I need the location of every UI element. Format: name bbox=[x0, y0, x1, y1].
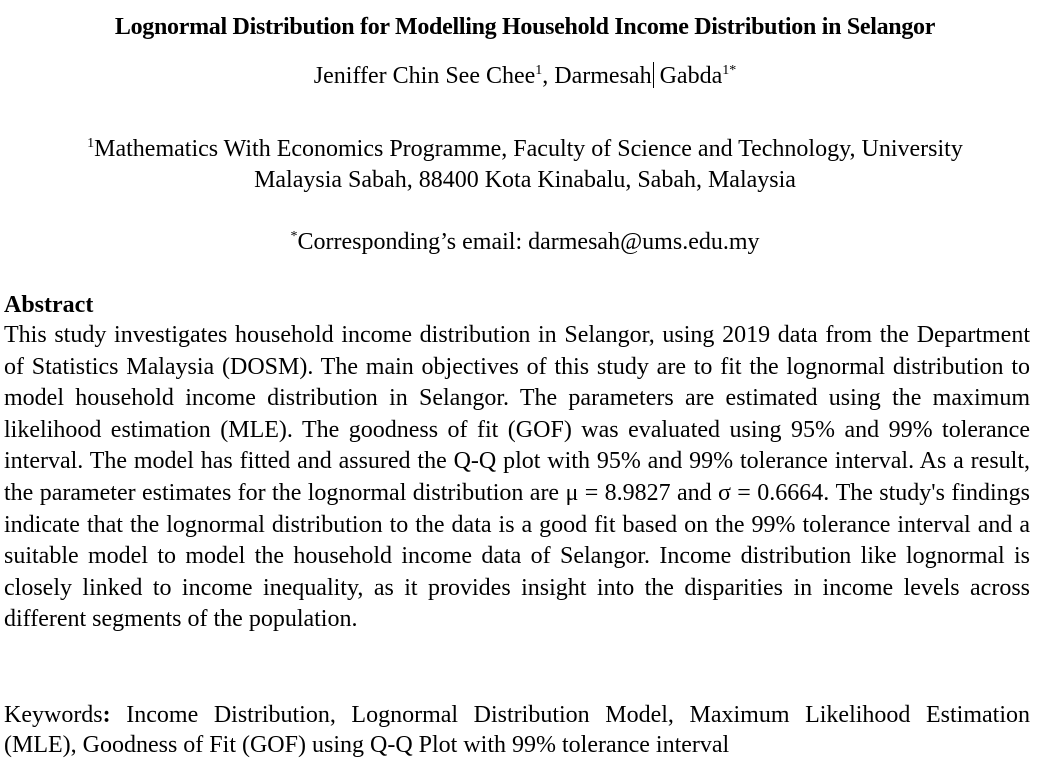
author-list bbox=[0, 61, 1050, 91]
author-affiliation-mark: 1* bbox=[722, 63, 737, 78]
corresponding-mark: * bbox=[290, 229, 298, 244]
abstract-heading: Abstract bbox=[4, 292, 94, 318]
keywords-label-text: Keywords bbox=[4, 702, 103, 728]
affiliation-line bbox=[0, 134, 1050, 165]
author-affiliation-mark: 1 bbox=[535, 63, 543, 78]
affiliation-mark: 1 bbox=[87, 136, 95, 151]
affiliation bbox=[0, 134, 1050, 196]
author-name: Darmesah bbox=[554, 63, 652, 89]
author-name: Jeniffer Chin See Chee bbox=[313, 63, 536, 89]
affiliation-line: Malaysia Sabah, 88400 Kota Kinabalu, Sabah, Malaysia bbox=[254, 167, 796, 193]
keywords-text: Income Distribution, Lognormal Distribution Model, Maximum Likelihood Estimation (MLE), Goodness of Fit (GOF) using Q-Q Plot with 99% tolerance interval bbox=[4, 702, 1030, 758]
affiliation-text: Mathematics With Economics Programme, Faculty of Science and Technology, University bbox=[94, 136, 963, 162]
abstract-body: This study investigates household income distribution in Selangor, using 2019 data from the Department of Statistics Malaysia (DOSM). The main objectives of this study are to fit the lognormal distribution to model household income distribution in Selangor. The parameters are estimated using the maximum likelihood estimation (MLE). The goodness of fit (GOF) was evaluated using 95% and 99% tolerance interval. The model has fitted and assured the Q-Q plot with 95% and 99% tolerance interval. As a result, the parameter estimates for the lognormal distribution are μ = 8.9827 and σ = 0.6664. The study's findings indicate that the lognormal distribution to the data is a good fit based on the 99% tolerance interval and a suitable model to model the household income data of Selangor. Income distribution like lognormal is closely linked to income inequality, as it provides insight into the disparities in income levels across different segments of the population. bbox=[4, 322, 1030, 633]
corresponding-email bbox=[0, 227, 1050, 257]
keywords bbox=[4, 700, 1030, 760]
author-separator: , bbox=[542, 63, 555, 89]
author-name-continued: Gabda bbox=[653, 63, 723, 89]
paper-title: Lognormal Distribution for Modelling Household Income Distribution in Selangor bbox=[114, 14, 936, 40]
keywords-colon: : bbox=[102, 702, 111, 728]
keywords-label bbox=[4, 702, 111, 728]
email-text: Corresponding’s email: darmesah@ums.edu.my bbox=[297, 229, 760, 255]
